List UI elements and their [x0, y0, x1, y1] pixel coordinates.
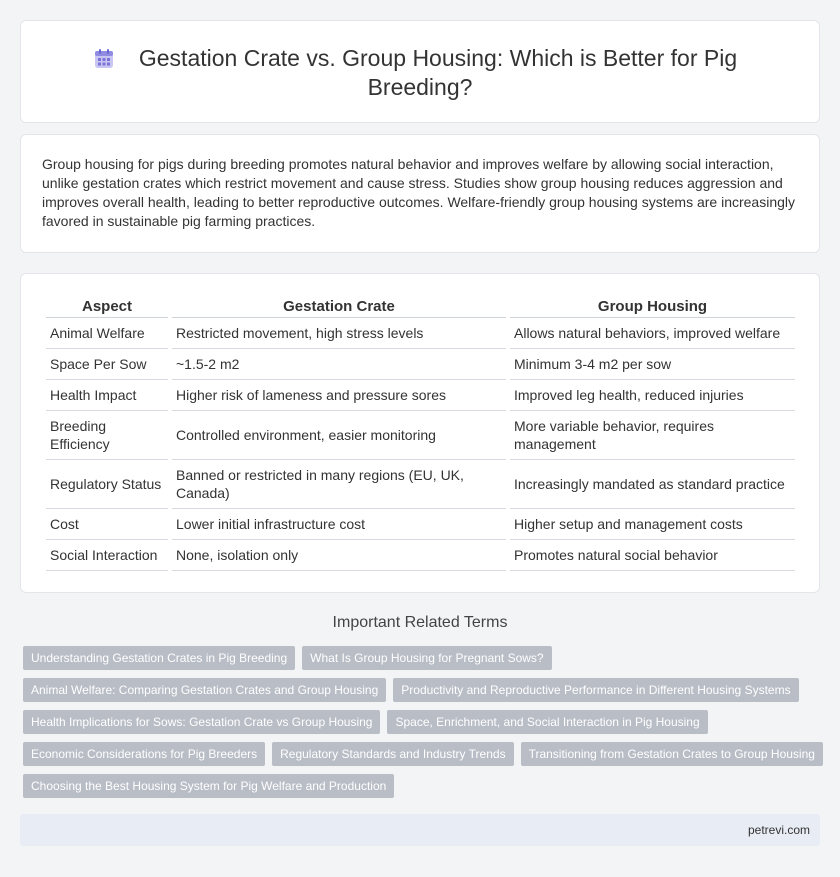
cell-gestation-crate: Banned or restricted in many regions (EU, UK, Canada) [172, 460, 506, 509]
cell-aspect: Animal Welfare [46, 318, 168, 349]
table-header-row [46, 296, 795, 318]
cell-group-housing: Increasingly mandated as standard practice [510, 460, 795, 509]
related-term-tag[interactable]: Animal Welfare: Comparing Gestation Crates and Group Housing [23, 678, 386, 702]
header-aspect: Aspect [46, 296, 168, 318]
table-row [46, 540, 795, 571]
cell-gestation-crate: Restricted movement, high stress levels [172, 318, 506, 349]
related-terms-title: Important Related Terms [332, 614, 508, 631]
cell-group-housing: Promotes natural social behavior [510, 540, 795, 571]
cell-aspect: Breeding Efficiency [46, 411, 168, 460]
table-row [46, 380, 795, 411]
cell-aspect: Regulatory Status [46, 460, 168, 509]
comparison-table [42, 296, 799, 571]
related-term-tag[interactable]: Space, Enrichment, and Social Interaction in Pig Housing [387, 710, 707, 734]
table-row [46, 349, 795, 380]
related-term-tag[interactable]: Regulatory Standards and Industry Trends [272, 742, 513, 766]
title-card [20, 20, 820, 123]
related-term-tag[interactable]: Health Implications for Sows: Gestation Crate vs Group Housing [23, 710, 380, 734]
cell-aspect: Health Impact [46, 380, 168, 411]
cell-group-housing: Allows natural behaviors, improved welfare [510, 318, 795, 349]
table-row [46, 318, 795, 349]
related-term-tag[interactable]: What Is Group Housing for Pregnant Sows? [302, 646, 551, 670]
related-term-tag[interactable]: Choosing the Best Housing System for Pig Welfare and Production [23, 774, 394, 798]
cell-group-housing: Minimum 3-4 m2 per sow [510, 349, 795, 380]
footer-site-link[interactable]: petrevi.com [747, 823, 810, 837]
page-title: Gestation Crate vs. Group Housing: Which is Better for Pig Breeding? [138, 45, 738, 100]
intro-paragraph: Group housing for pigs during breeding promotes natural behavior and improves welfare by allowing social interaction, unlike gestation crates which restrict movement and cause stress. Studies show group housing reduces aggression and improves overall health, leading to better reproductive outcomes. Welfare-friendly group housing systems are increasingly favored in sustainable pig farming practices. [42, 156, 796, 229]
header-gestation-crate: Gestation Crate [172, 296, 506, 318]
cell-gestation-crate: ~1.5-2 m2 [172, 349, 506, 380]
cell-gestation-crate: None, isolation only [172, 540, 506, 571]
related-terms-list [23, 646, 823, 806]
cell-group-housing: Higher setup and management costs [510, 509, 795, 540]
table-row [46, 460, 795, 509]
table-row [46, 411, 795, 460]
comparison-table-card [20, 273, 820, 593]
cell-group-housing: More variable behavior, requires management [510, 411, 795, 460]
related-term-tag[interactable]: Understanding Gestation Crates in Pig Breeding [23, 646, 295, 670]
cell-aspect: Social Interaction [46, 540, 168, 571]
footer [20, 814, 820, 846]
intro-card [20, 134, 820, 253]
related-term-tag[interactable]: Economic Considerations for Pig Breeders [23, 742, 265, 766]
header-group-housing: Group Housing [510, 296, 795, 318]
table-row [46, 509, 795, 540]
cell-gestation-crate: Higher risk of lameness and pressure sores [172, 380, 506, 411]
related-term-tag[interactable]: Productivity and Reproductive Performance in Different Housing Systems [393, 678, 798, 702]
cell-aspect: Space Per Sow [46, 349, 168, 380]
cell-aspect: Cost [46, 509, 168, 540]
cell-group-housing: Improved leg health, reduced injuries [510, 380, 795, 411]
related-term-tag[interactable]: Transitioning from Gestation Crates to Group Housing [521, 742, 823, 766]
cell-gestation-crate: Lower initial infrastructure cost [172, 509, 506, 540]
cell-gestation-crate: Controlled environment, easier monitoring [172, 411, 506, 460]
